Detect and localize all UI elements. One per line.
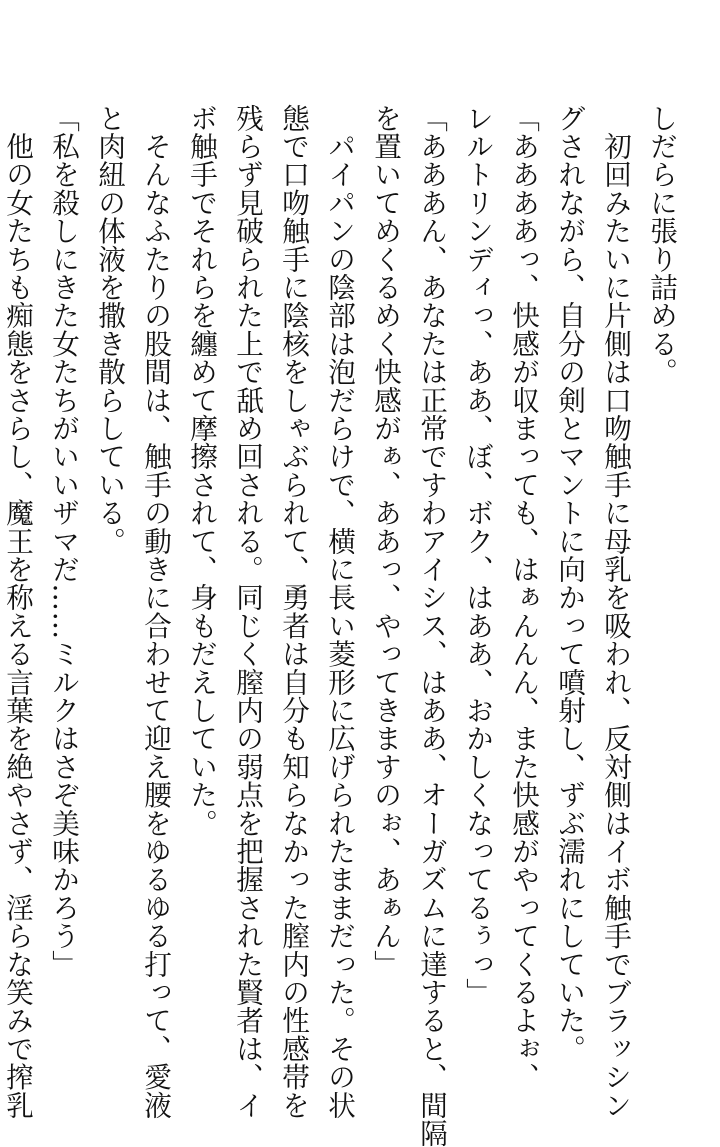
text-line: パイパンの陰部は泡だらけで、横に長い菱形に広げられたままだった。その状 — [323, 104, 356, 1120]
body-text — [0, 104, 684, 1147]
text-line: を置いてめくるめく快感がぁ、ああっ、やってきますのぉ、あぁん」 — [369, 104, 402, 979]
text-line: グされながら、自分の剣とマントに向かって噴射し、ずぶ濡れにしていた。 — [553, 104, 586, 1063]
text-line: そんなふたりの股間は、触手の動きに合わせて迎え腰をゆるゆる打って、愛液 — [139, 104, 172, 1120]
text-line: 「ああああっ、快感が収まっても、はぁんんん、また快感がやってくるよぉ、 — [507, 104, 540, 1091]
text-line: ボ触手でそれらを纏めて摩擦されて、身もだえしていた。 — [185, 104, 218, 838]
text-line: 「あああん、あなたは正常ですわアイシス、はああ、オーガズムに達すると、間隔 — [415, 104, 448, 1147]
text-line: 残らず見破られた上で舐め回される。同じく膣内の弱点を把握された賢者は、イ — [231, 104, 264, 1120]
text-line: 他の女たちも痴態をさらし、魔王を称える言葉を絶やさず、淫らな笑みで搾乳 — [1, 104, 34, 1120]
text-line: 「私を殺しにきた女たちがいいザマだ……ミルクはさぞ美味かろう」 — [47, 104, 80, 979]
text-line: と肉紐の体液を撒き散らしている。 — [93, 104, 126, 556]
text-line: しだらに張り詰める。 — [645, 104, 678, 386]
text-line: レルトリンディっ、ああ、ぼ、ボク、はああ、おかしくなってるぅっ」 — [461, 104, 494, 1007]
text-line: 態で口吻触手に陰核をしゃぶられて、勇者は自分も知らなかった膣内の性感帯を — [277, 104, 310, 1120]
text-line: 初回みたいに片側は口吻触手に母乳を吸われ、反対側はイボ触手でブラッシン — [599, 104, 632, 1120]
